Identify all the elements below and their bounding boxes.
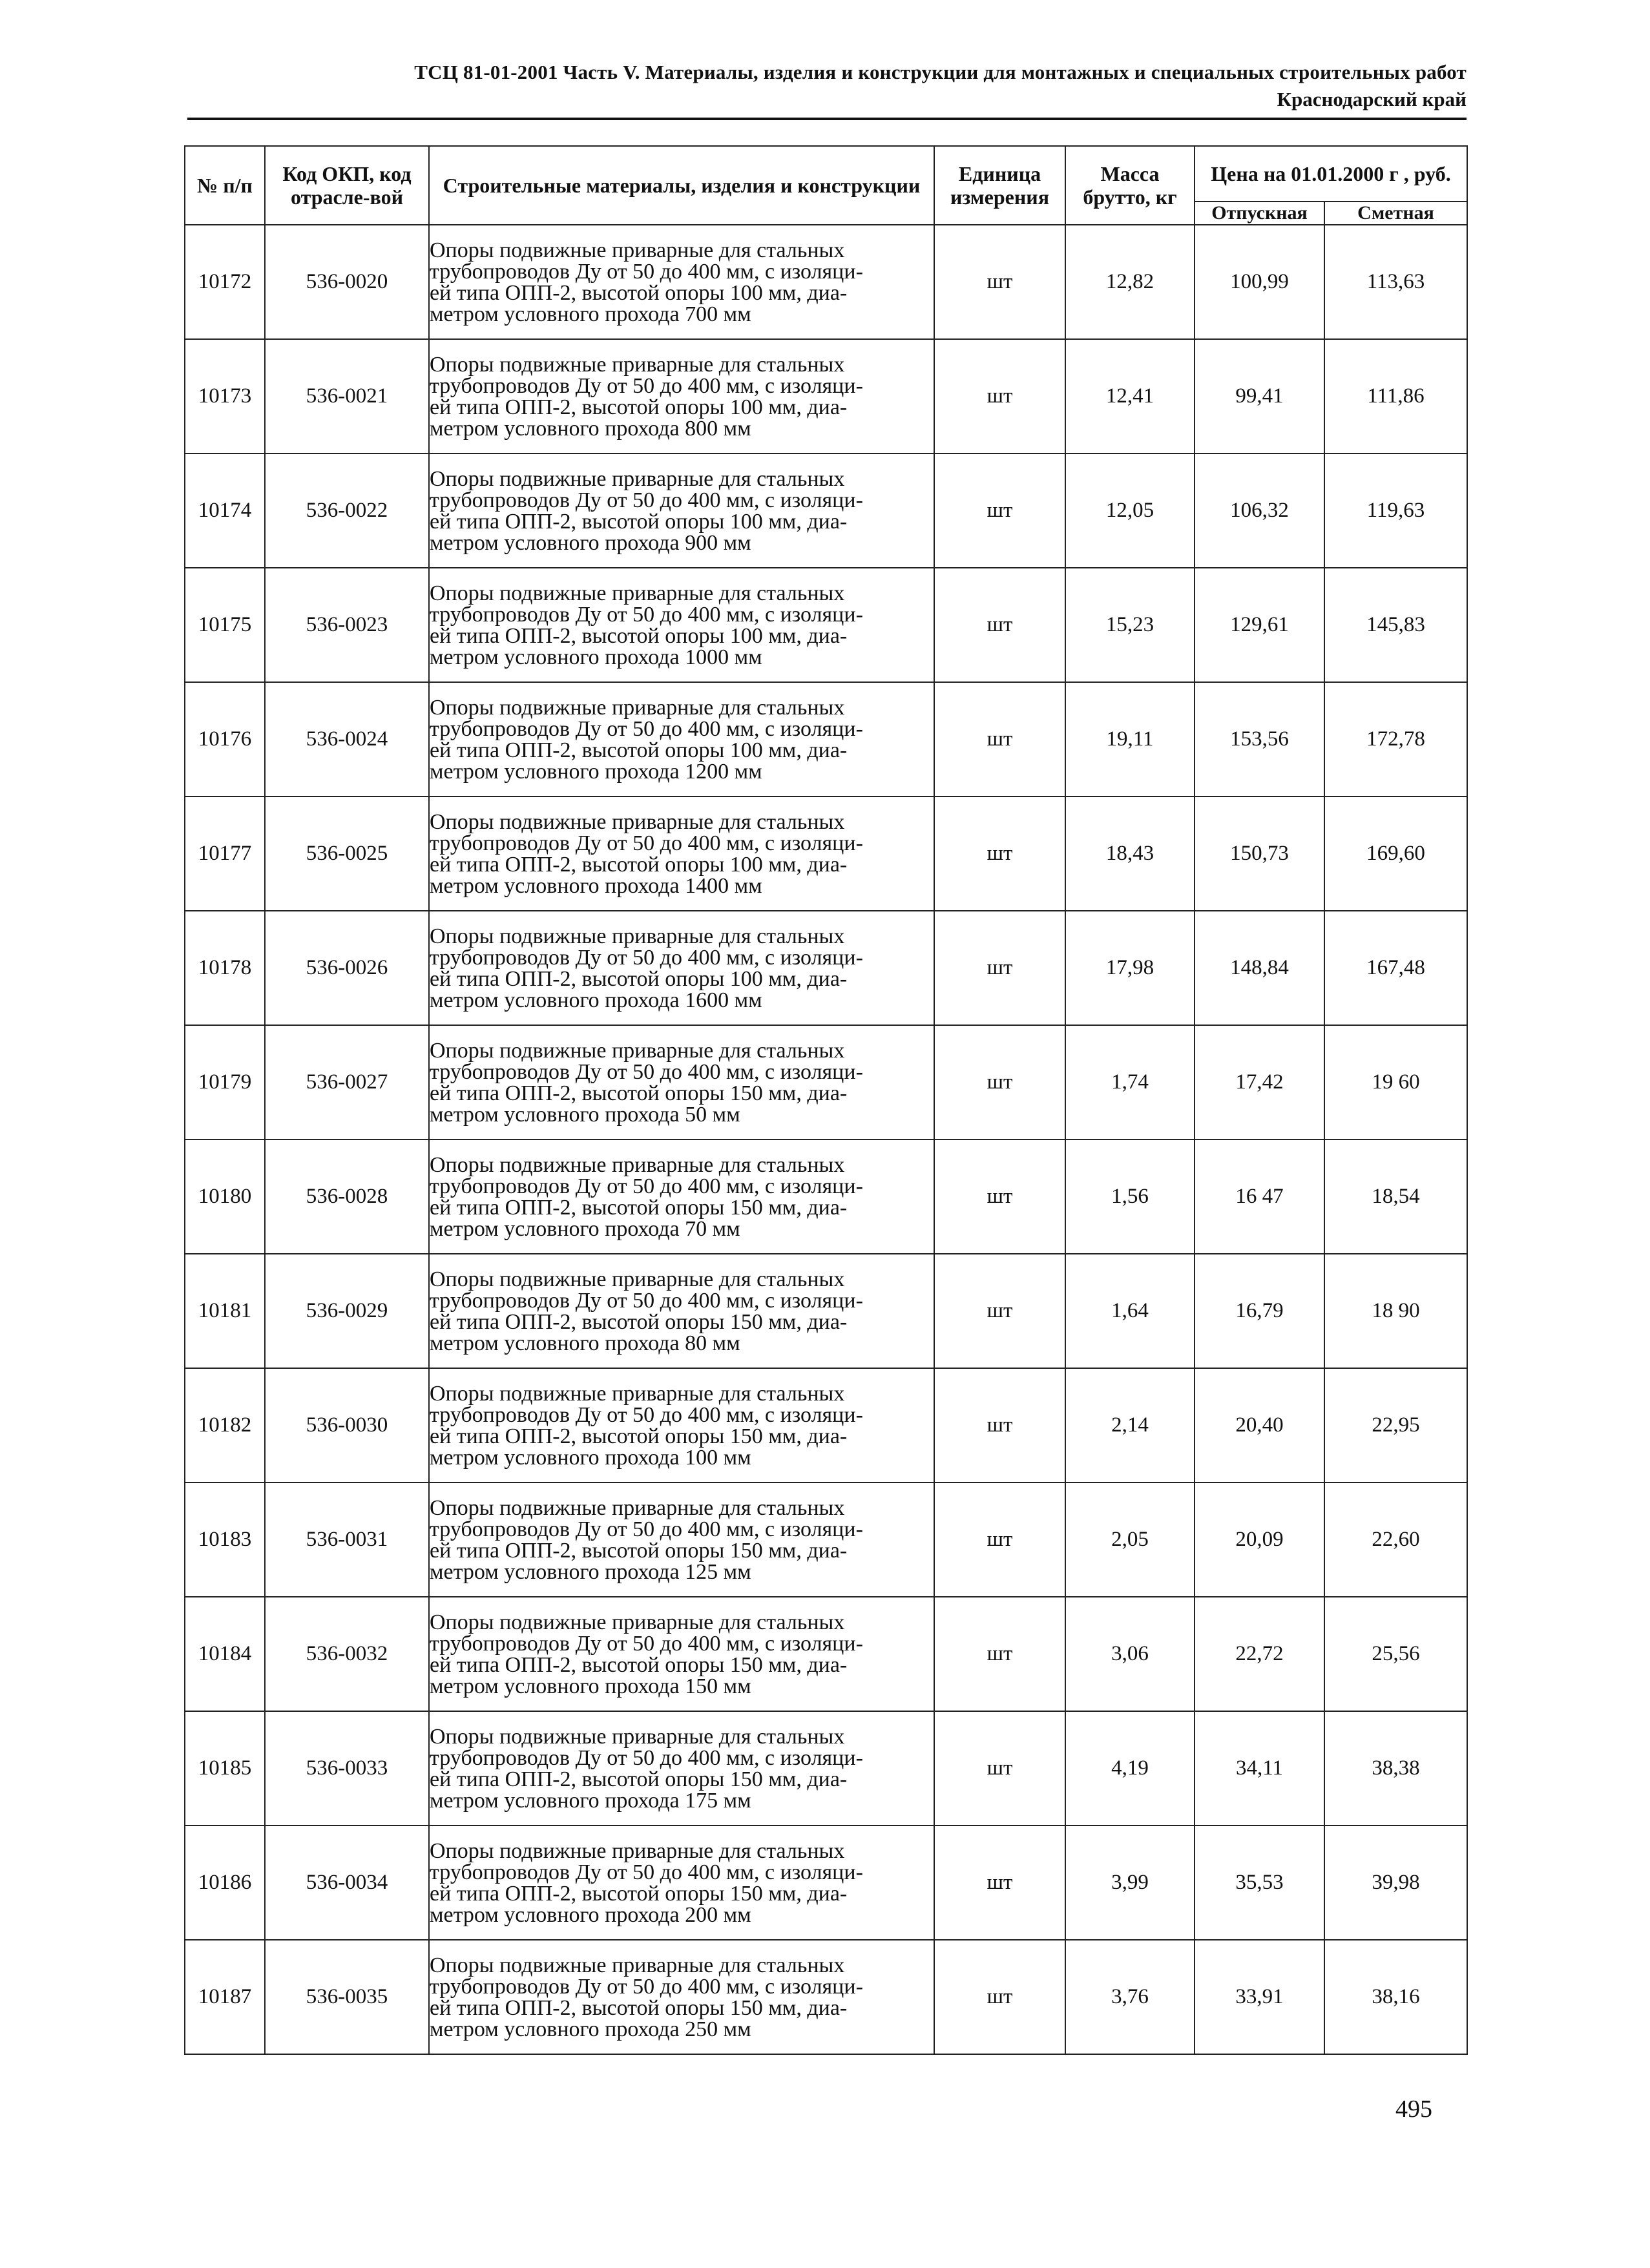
- row-description: [429, 1139, 934, 1254]
- row-unit: шт: [934, 911, 1065, 1025]
- description-line: метром условного прохода 1400 мм: [430, 873, 762, 898]
- row-number: 10172: [185, 225, 265, 339]
- description-line: метром условного прохода 800 мм: [430, 416, 751, 441]
- table-row: [185, 1597, 1467, 1711]
- description-line: метром условного прохода 900 мм: [430, 530, 751, 555]
- row-estimate-price: 169,60: [1324, 796, 1467, 911]
- description-line: трубопроводов Ду от 50 до 400 мм, с изоляци-: [430, 1174, 863, 1198]
- row-estimate-price: 167,48: [1324, 911, 1467, 1025]
- description-line: метром условного прохода 200 мм: [430, 1902, 751, 1927]
- row-unit: шт: [934, 682, 1065, 796]
- row-code: 536-0033: [265, 1711, 429, 1826]
- header-price: Цена на 01.01.2000 г , руб.: [1195, 146, 1467, 202]
- row-estimate-price: 38,38: [1324, 1711, 1467, 1826]
- row-description: [429, 339, 934, 453]
- page-number: 495: [1395, 2096, 1432, 2123]
- table-row: [185, 1139, 1467, 1254]
- row-mass: 12,82: [1065, 225, 1195, 339]
- row-unit: шт: [934, 1368, 1065, 1483]
- row-code: 536-0032: [265, 1597, 429, 1711]
- description-line: трубопроводов Ду от 50 до 400 мм, с изоляци-: [430, 373, 863, 398]
- row-estimate-price: 111,86: [1324, 339, 1467, 453]
- row-code: 536-0024: [265, 682, 429, 796]
- description-line: метром условного прохода 1000 мм: [430, 645, 762, 669]
- description-line: Опоры подвижные приварные для стальных: [430, 1038, 845, 1063]
- row-number: 10177: [185, 796, 265, 911]
- row-unit: шт: [934, 568, 1065, 682]
- row-release-price: 20,40: [1195, 1368, 1324, 1483]
- row-code: 536-0029: [265, 1254, 429, 1368]
- table-row: [185, 911, 1467, 1025]
- row-release-price: 148,84: [1195, 911, 1324, 1025]
- row-number: 10182: [185, 1368, 265, 1483]
- row-description: [429, 1483, 934, 1597]
- row-number: 10185: [185, 1711, 265, 1826]
- page-header: [187, 61, 1467, 111]
- description-line: Опоры подвижные приварные для стальных: [430, 1267, 845, 1291]
- description-line: Опоры подвижные приварные для стальных: [430, 695, 845, 720]
- row-mass: 17,98: [1065, 911, 1195, 1025]
- description-line: Опоры подвижные приварные для стальных: [430, 1838, 845, 1863]
- table-row: [185, 1025, 1467, 1139]
- row-description: [429, 1711, 934, 1826]
- row-release-price: 33,91: [1195, 1940, 1324, 2054]
- row-description: [429, 1254, 934, 1368]
- description-line: ей типа ОПП-2, высотой опоры 150 мм, диа-: [430, 1995, 848, 2020]
- row-unit: шт: [934, 1483, 1065, 1597]
- row-code: 536-0030: [265, 1368, 429, 1483]
- table-row: [185, 453, 1467, 568]
- row-number: 10178: [185, 911, 265, 1025]
- row-estimate-price: 113,63: [1324, 225, 1467, 339]
- row-release-price: 16 47: [1195, 1139, 1324, 1254]
- row-estimate-price: 18 90: [1324, 1254, 1467, 1368]
- description-line: метром условного прохода 70 мм: [430, 1216, 740, 1241]
- row-code: 536-0020: [265, 225, 429, 339]
- description-line: Опоры подвижные приварные для стальных: [430, 1495, 845, 1520]
- row-estimate-price: 38,16: [1324, 1940, 1467, 2054]
- row-description: [429, 1368, 934, 1483]
- table-row: [185, 1368, 1467, 1483]
- row-estimate-price: 39,98: [1324, 1826, 1467, 1940]
- row-code: 536-0028: [265, 1139, 429, 1254]
- description-line: метром условного прохода 125 мм: [430, 1559, 751, 1584]
- row-unit: шт: [934, 225, 1065, 339]
- row-unit: шт: [934, 453, 1065, 568]
- description-line: ей типа ОПП-2, высотой опоры 100 мм, диа-: [430, 280, 848, 305]
- table-row: [185, 1483, 1467, 1597]
- description-line: трубопроводов Ду от 50 до 400 мм, с изоляци-: [430, 488, 863, 512]
- description-line: Опоры подвижные приварные для стальных: [430, 1610, 845, 1634]
- description-line: ей типа ОПП-2, высотой опоры 150 мм, диа-: [430, 1081, 848, 1105]
- row-unit: шт: [934, 796, 1065, 911]
- table-row: [185, 1940, 1467, 2054]
- row-release-price: 16,79: [1195, 1254, 1324, 1368]
- row-mass: 19,11: [1065, 682, 1195, 796]
- description-line: метром условного прохода 50 мм: [430, 1102, 740, 1127]
- description-line: ей типа ОПП-2, высотой опоры 100 мм, диа-: [430, 623, 848, 648]
- description-line: трубопроводов Ду от 50 до 400 мм, с изоляци-: [430, 1631, 863, 1656]
- row-number: 10174: [185, 453, 265, 568]
- row-description: [429, 453, 934, 568]
- description-line: трубопроводов Ду от 50 до 400 мм, с изоляци-: [430, 1059, 863, 1084]
- materials-table: [184, 145, 1468, 2055]
- row-mass: 2,05: [1065, 1483, 1195, 1597]
- header-unit: Единица измерения: [934, 146, 1065, 225]
- row-number: 10184: [185, 1597, 265, 1711]
- row-estimate-price: 25,56: [1324, 1597, 1467, 1711]
- header-release-price: Отпускная: [1195, 202, 1324, 225]
- description-line: ей типа ОПП-2, высотой опоры 150 мм, диа-: [430, 1195, 848, 1220]
- description-line: трубопроводов Ду от 50 до 400 мм, с изоляци-: [430, 1860, 863, 1884]
- row-code: 536-0035: [265, 1940, 429, 2054]
- row-code: 536-0026: [265, 911, 429, 1025]
- row-unit: шт: [934, 1025, 1065, 1139]
- region-label: Краснодарский край: [1277, 88, 1467, 110]
- description-line: ей типа ОПП-2, высотой опоры 150 мм, диа-: [430, 1309, 848, 1334]
- table-row: [185, 1826, 1467, 1940]
- description-line: метром условного прохода 175 мм: [430, 1788, 751, 1813]
- row-description: [429, 1826, 934, 1940]
- header-code: Код ОКП, код отрасле-вой: [265, 146, 429, 225]
- row-description: [429, 682, 934, 796]
- description-line: ей типа ОПП-2, высотой опоры 150 мм, диа-: [430, 1538, 848, 1563]
- table-row: [185, 225, 1467, 339]
- row-description: [429, 1597, 934, 1711]
- description-line: Опоры подвижные приварные для стальных: [430, 352, 845, 377]
- row-number: 10180: [185, 1139, 265, 1254]
- description-line: метром условного прохода 150 мм: [430, 1674, 751, 1698]
- row-release-price: 22,72: [1195, 1597, 1324, 1711]
- table-row: [185, 796, 1467, 911]
- row-description: [429, 911, 934, 1025]
- row-mass: 1,56: [1065, 1139, 1195, 1254]
- description-line: ей типа ОПП-2, высотой опоры 100 мм, диа-: [430, 738, 848, 762]
- row-number: 10179: [185, 1025, 265, 1139]
- description-line: трубопроводов Ду от 50 до 400 мм, с изоляци-: [430, 1288, 863, 1313]
- row-number: 10181: [185, 1254, 265, 1368]
- row-release-price: 99,41: [1195, 339, 1324, 453]
- row-number: 10187: [185, 1940, 265, 2054]
- row-mass: 18,43: [1065, 796, 1195, 911]
- description-line: Опоры подвижные приварные для стальных: [430, 238, 845, 262]
- row-estimate-price: 22,95: [1324, 1368, 1467, 1483]
- row-mass: 15,23: [1065, 568, 1195, 682]
- row-code: 536-0034: [265, 1826, 429, 1940]
- description-line: трубопроводов Ду от 50 до 400 мм, с изоляци-: [430, 1517, 863, 1541]
- table-row: [185, 682, 1467, 796]
- row-mass: 1,64: [1065, 1254, 1195, 1368]
- description-line: трубопроводов Ду от 50 до 400 мм, с изоляци-: [430, 1402, 863, 1427]
- row-estimate-price: 22,60: [1324, 1483, 1467, 1597]
- description-line: ей типа ОПП-2, высотой опоры 100 мм, диа-: [430, 852, 848, 877]
- row-number: 10173: [185, 339, 265, 453]
- description-line: Опоры подвижные приварные для стальных: [430, 1724, 845, 1749]
- description-line: Опоры подвижные приварные для стальных: [430, 581, 845, 605]
- row-estimate-price: 172,78: [1324, 682, 1467, 796]
- description-line: трубопроводов Ду от 50 до 400 мм, с изоляци-: [430, 259, 863, 284]
- description-line: Опоры подвижные приварные для стальных: [430, 924, 845, 948]
- row-mass: 2,14: [1065, 1368, 1195, 1483]
- document-title: ТСЦ 81-01-2001 Часть V. Материалы, изделия и конструкции для монтажных и специальных строительных работ: [414, 61, 1467, 83]
- row-unit: шт: [934, 1597, 1065, 1711]
- table-row: [185, 1711, 1467, 1826]
- row-mass: 12,41: [1065, 339, 1195, 453]
- row-estimate-price: 145,83: [1324, 568, 1467, 682]
- row-code: 536-0023: [265, 568, 429, 682]
- description-line: метром условного прохода 250 мм: [430, 2017, 751, 2041]
- row-mass: 1,74: [1065, 1025, 1195, 1139]
- row-release-price: 153,56: [1195, 682, 1324, 796]
- table-row: [185, 1254, 1467, 1368]
- row-description: [429, 568, 934, 682]
- table-row: [185, 339, 1467, 453]
- row-code: 536-0025: [265, 796, 429, 911]
- row-release-price: 35,53: [1195, 1826, 1324, 1940]
- row-estimate-price: 119,63: [1324, 453, 1467, 568]
- row-mass: 4,19: [1065, 1711, 1195, 1826]
- row-number: 10183: [185, 1483, 265, 1597]
- row-number: 10175: [185, 568, 265, 682]
- row-estimate-price: 18,54: [1324, 1139, 1467, 1254]
- description-line: Опоры подвижные приварные для стальных: [430, 1152, 845, 1177]
- row-release-price: 129,61: [1195, 568, 1324, 682]
- description-line: ей типа ОПП-2, высотой опоры 150 мм, диа-: [430, 1652, 848, 1677]
- row-code: 536-0021: [265, 339, 429, 453]
- row-estimate-price: 19 60: [1324, 1025, 1467, 1139]
- row-description: [429, 1025, 934, 1139]
- description-line: метром условного прохода 100 мм: [430, 1445, 751, 1470]
- row-release-price: 17,42: [1195, 1025, 1324, 1139]
- description-line: ей типа ОПП-2, высотой опоры 150 мм, диа-: [430, 1881, 848, 1906]
- description-line: ей типа ОПП-2, высотой опоры 100 мм, диа-: [430, 509, 848, 534]
- row-unit: шт: [934, 1711, 1065, 1826]
- row-mass: 3,99: [1065, 1826, 1195, 1940]
- row-number: 10186: [185, 1826, 265, 1940]
- row-mass: 3,76: [1065, 1940, 1195, 2054]
- description-line: ей типа ОПП-2, высотой опоры 100 мм, диа-: [430, 395, 848, 419]
- row-unit: шт: [934, 1254, 1065, 1368]
- row-release-price: 100,99: [1195, 225, 1324, 339]
- description-line: метром условного прохода 80 мм: [430, 1331, 740, 1355]
- header-mass: Масса брутто, кг: [1065, 146, 1195, 225]
- row-release-price: 20,09: [1195, 1483, 1324, 1597]
- table-row: [185, 568, 1467, 682]
- header-name: Строительные материалы, изделия и конструкции: [429, 146, 934, 225]
- description-line: трубопроводов Ду от 50 до 400 мм, с изоляци-: [430, 1974, 863, 1999]
- description-line: Опоры подвижные приварные для стальных: [430, 1953, 845, 1977]
- description-line: трубопроводов Ду от 50 до 400 мм, с изоляци-: [430, 945, 863, 970]
- row-number: 10176: [185, 682, 265, 796]
- description-line: трубопроводов Ду от 50 до 400 мм, с изоляци-: [430, 831, 863, 855]
- description-line: Опоры подвижные приварные для стальных: [430, 466, 845, 491]
- row-unit: шт: [934, 339, 1065, 453]
- row-description: [429, 225, 934, 339]
- row-mass: 3,06: [1065, 1597, 1195, 1711]
- row-code: 536-0031: [265, 1483, 429, 1597]
- description-line: Опоры подвижные приварные для стальных: [430, 809, 845, 834]
- row-code: 536-0027: [265, 1025, 429, 1139]
- description-line: метром условного прохода 700 мм: [430, 302, 751, 326]
- description-line: метром условного прохода 1600 мм: [430, 988, 762, 1012]
- header-estimate-price: Сметная: [1324, 202, 1467, 225]
- row-description: [429, 1940, 934, 2054]
- row-description: [429, 796, 934, 911]
- description-line: трубопроводов Ду от 50 до 400 мм, с изоляци-: [430, 1745, 863, 1770]
- row-release-price: 34,11: [1195, 1711, 1324, 1826]
- description-line: ей типа ОПП-2, высотой опоры 100 мм, диа-: [430, 966, 848, 991]
- row-unit: шт: [934, 1940, 1065, 2054]
- description-line: метром условного прохода 1200 мм: [430, 759, 762, 784]
- row-unit: шт: [934, 1826, 1065, 1940]
- description-line: Опоры подвижные приварные для стальных: [430, 1381, 845, 1406]
- description-line: трубопроводов Ду от 50 до 400 мм, с изоляци-: [430, 716, 863, 741]
- description-line: ей типа ОПП-2, высотой опоры 150 мм, диа-: [430, 1424, 848, 1448]
- row-release-price: 106,32: [1195, 453, 1324, 568]
- row-unit: шт: [934, 1139, 1065, 1254]
- description-line: ей типа ОПП-2, высотой опоры 150 мм, диа-: [430, 1767, 848, 1791]
- header-rule: [187, 118, 1467, 120]
- row-release-price: 150,73: [1195, 796, 1324, 911]
- row-mass: 12,05: [1065, 453, 1195, 568]
- row-code: 536-0022: [265, 453, 429, 568]
- header-num: № п/п: [185, 146, 265, 225]
- description-line: трубопроводов Ду от 50 до 400 мм, с изоляци-: [430, 602, 863, 627]
